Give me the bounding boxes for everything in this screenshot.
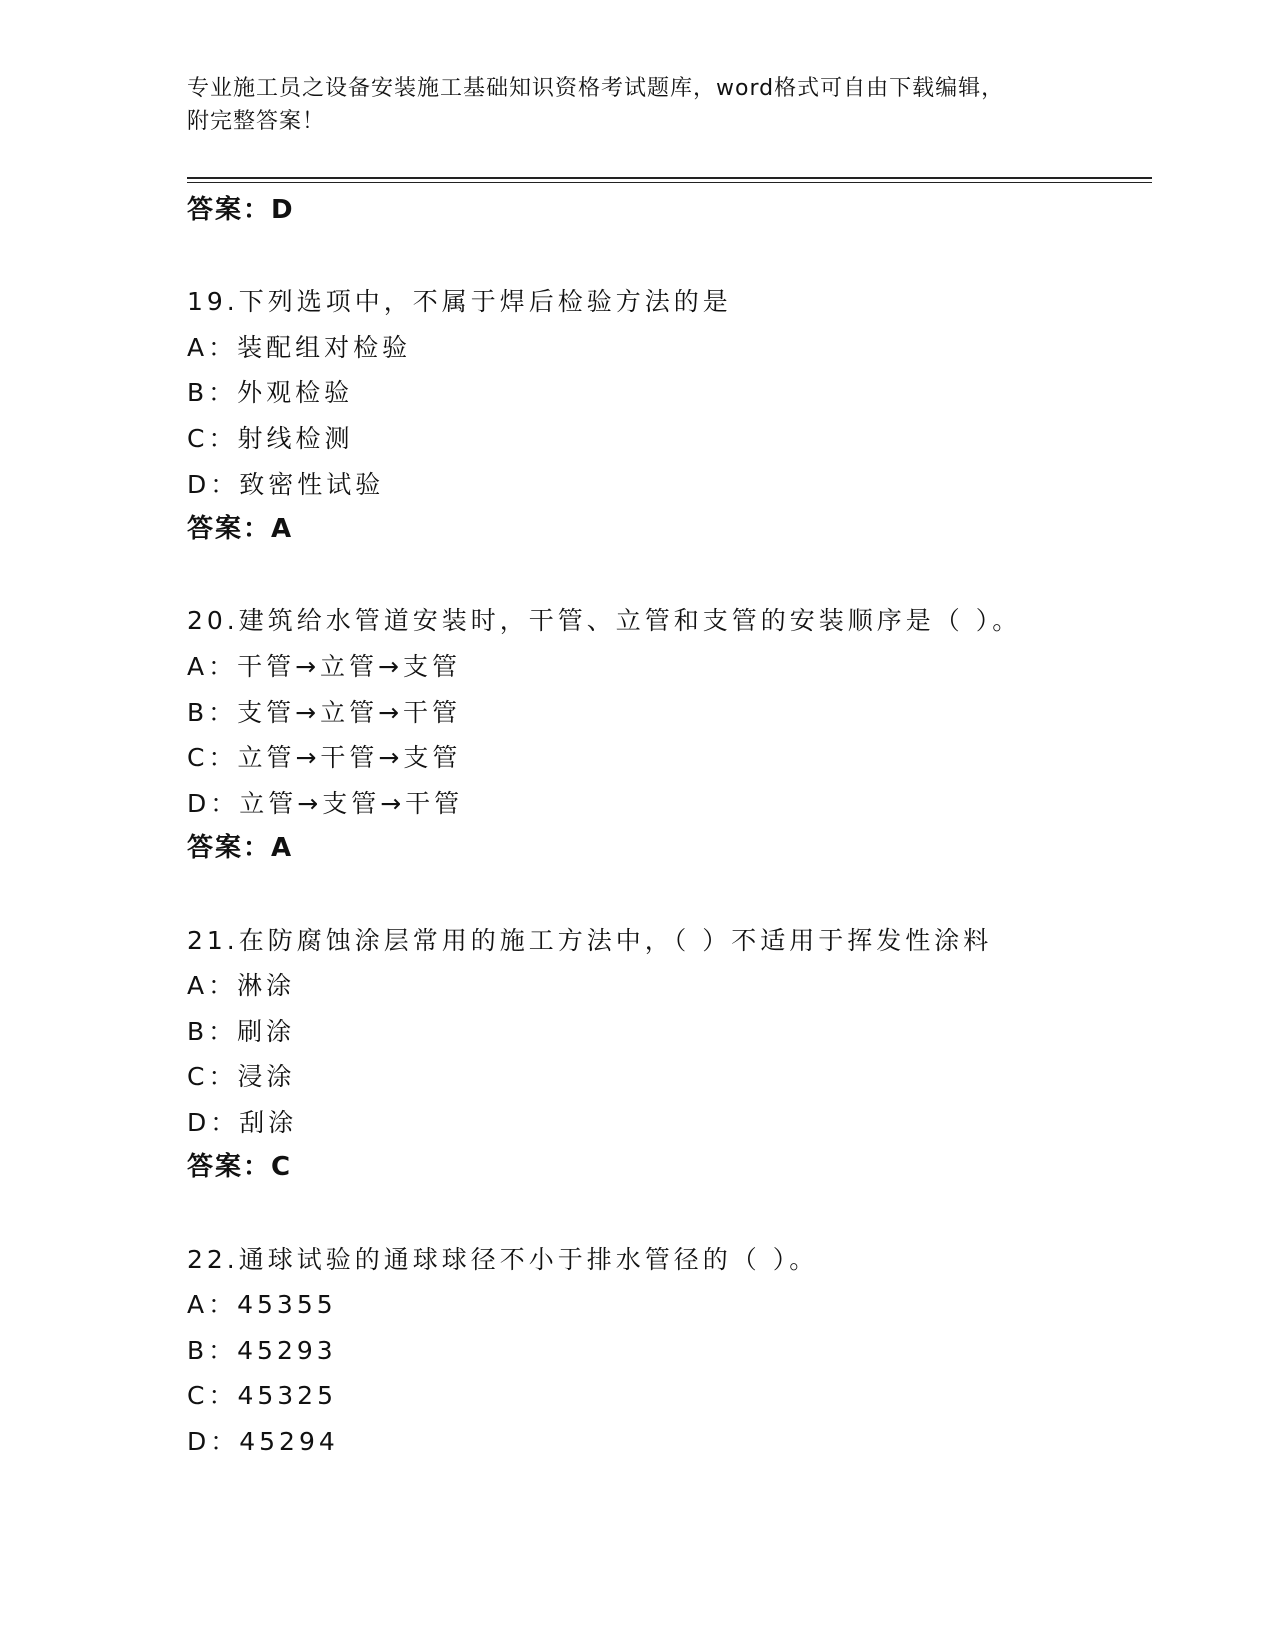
header-divider: [187, 177, 1152, 179]
option-a: A：45355: [187, 1290, 337, 1320]
question-stem: 22.通球试验的通球球径不小于排水管径的（ ）。: [187, 1244, 819, 1274]
question-20: [187, 598, 1152, 872]
option-a: A：干管→立管→支管: [187, 651, 461, 681]
question-list: [187, 188, 1152, 1465]
header-line-1: 专业施工员之设备安装施工基础知识资格考试题库，word格式可自由下载编辑，: [187, 76, 1005, 101]
question-stem: 19.下列选项中，不属于焊后检验方法的是: [187, 287, 732, 317]
option-a: A：淋涂: [187, 971, 296, 1001]
option-c: C：浸涂: [187, 1062, 296, 1092]
option-c: C：立管→干管→支管: [187, 743, 462, 773]
question-stem: 21.在防腐蚀涂层常用的施工方法中，（ ）不适用于挥发性涂料: [187, 925, 993, 955]
document-header: [187, 72, 1077, 138]
answer-line: 答案：D: [187, 195, 295, 225]
header-divider-thin: [187, 182, 1152, 183]
option-b: B：支管→立管→干管: [187, 697, 462, 727]
question-19: [187, 279, 1152, 553]
header-line-2: 附完整答案！: [187, 109, 326, 134]
answer-line: 答案：A: [187, 514, 294, 545]
option-d: D：刮涂: [187, 1107, 298, 1137]
answer-line: 答案：C: [187, 1152, 293, 1183]
option-c: C：射线检测: [187, 423, 354, 453]
question-21: [187, 918, 1152, 1192]
option-d: D：致密性试验: [187, 469, 385, 499]
option-d: D：立管→支管→干管: [187, 788, 464, 818]
option-c: C：45325: [187, 1381, 337, 1411]
answer-line: 答案：A: [187, 833, 294, 864]
question-stem: 20.建筑给水管道安装时，干管、立管和支管的安装顺序是（ ）。: [187, 606, 1022, 636]
option-b: B：外观检验: [187, 378, 354, 408]
option-b: B：45293: [187, 1335, 337, 1365]
question-22: [187, 1237, 1152, 1465]
option-a: A：装配组对检验: [187, 332, 412, 362]
option-b: B：刷涂: [187, 1016, 296, 1046]
option-d: D：45294: [187, 1427, 339, 1457]
